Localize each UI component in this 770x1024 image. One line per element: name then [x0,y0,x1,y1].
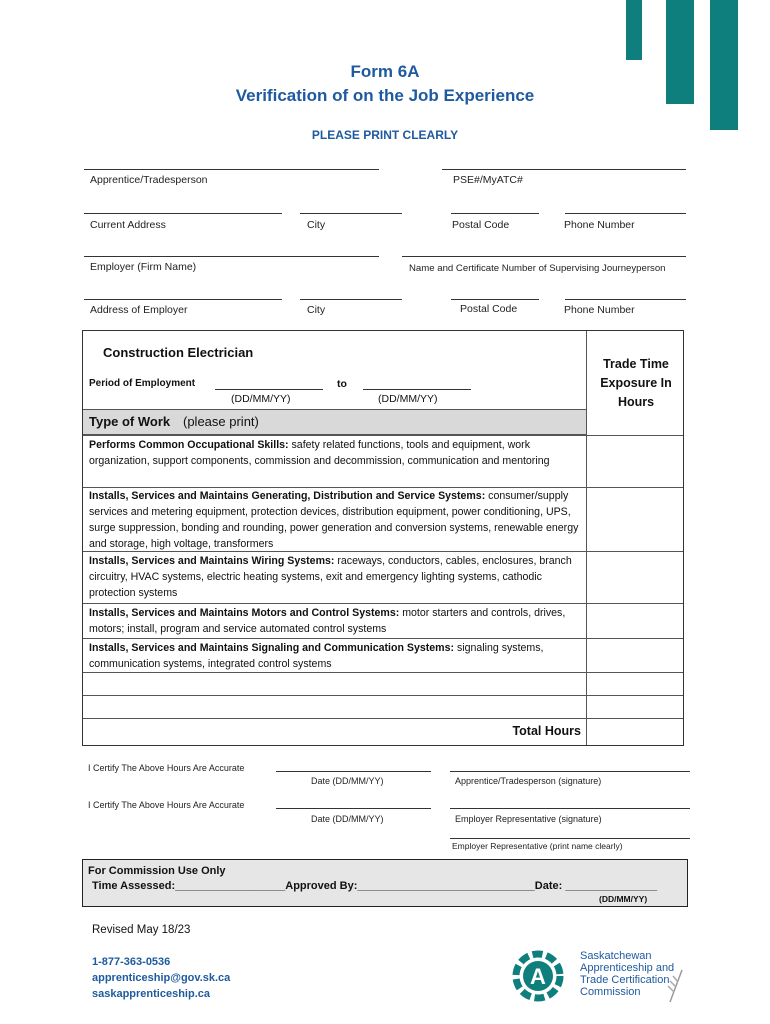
logo-mark-icon [506,948,568,1004]
supervisor-line[interactable] [402,256,686,257]
employer-address-label: Address of Employer [90,304,188,316]
blank-row[interactable] [83,695,683,718]
table-row [83,435,683,487]
form-title: Form 6A [350,62,420,81]
sk-logo [506,948,688,1006]
work-table [82,330,684,746]
total-row [83,718,683,745]
city2-line[interactable] [300,299,402,300]
apprentice-label: Apprentice/Tradesperson [90,174,208,186]
table-row [83,487,683,551]
pse-label: PSE#/MyATC# [453,174,523,186]
row-text [89,488,579,552]
commission-use-box [82,859,688,907]
period-start-line[interactable] [215,389,323,390]
hours-cell[interactable] [586,436,683,488]
certify-statement-employer: I Certify The Above Hours Are Accurate [88,800,245,810]
type-of-work-label: Type of Work [89,414,171,429]
row-description: signaling systems, communication systems, integrated control systems [89,642,544,670]
website-link[interactable]: saskapprenticeship.ca [92,988,211,1000]
phone1-label: Phone Number [564,219,635,231]
total-hours-cell[interactable] [586,719,683,746]
city1-label: City [307,219,326,231]
apprentice-line[interactable] [84,169,379,170]
period-end-format: (DD/MM/YY) [378,393,438,405]
trade-time-header: Trade Time Exposure In Hours [600,357,672,409]
table-row [83,638,683,672]
period-label: Period of Employment [89,378,196,389]
commission-date-format: (DD/MM/YY) [599,894,648,904]
logo-line-1: Saskatchewan [580,950,652,962]
row-heading: Performs Common Occupational Skills: [89,439,289,451]
phone1-line[interactable] [565,213,686,214]
revised-date: Revised May 18/23 [92,924,191,936]
certify-date2-line[interactable] [276,808,431,809]
commission-fields: Time Assessed:__________________Approved By:_____________________________Date: _______________ [92,880,658,892]
row-heading: Installs, Services and Maintains Wiring Systems: [89,555,335,567]
row-description: raceways, conductors, cables, enclosures, branch circuitry, HVAC systems, electric heating systems, exit and emergency lighting systems, cathodic protection systems [89,555,572,599]
wheat-icon [666,968,686,1002]
row-text [89,553,579,601]
postal2-label: Postal Code [460,303,518,315]
row-text [89,437,579,469]
phone-number: 1-877-363-0536 [92,956,171,968]
logo-line-4: Commission [580,986,641,998]
logo-letter: A [530,964,546,989]
city2-label: City [307,304,326,316]
logo-line-2: Apprenticeship and [580,962,675,974]
hours-cell[interactable] [586,639,683,673]
certify-statement-apprentice: I Certify The Above Hours Are Accurate [88,763,245,773]
please-print-label: (please print) [183,414,259,429]
row-description: motor starters and controls, drives, motors; install, program and service automated control systems [89,607,566,635]
type-of-work-header [83,409,586,435]
row-text [89,640,579,672]
employer-print-name-label: Employer Representative (print name clearly) [452,841,623,851]
employer-print-name-line[interactable] [450,838,690,839]
hours-cell[interactable] [586,604,683,639]
decor-bar-1 [626,0,642,60]
phone2-label: Phone Number [564,304,635,316]
employer-address-line[interactable] [84,299,282,300]
period-to-label: to [337,378,347,390]
trade-name: Construction Electrician [103,345,254,360]
certify-date1-line[interactable] [276,771,431,772]
city1-line[interactable] [300,213,402,214]
row-description: consumer/supply services and metering equipment, protection devices, distribution equipment, power conditioning, UPS, surge suppression, bonding and rounding, power generation and conversion systems, renewable energy and storage, high voltage, transformers [89,490,579,550]
hours-cell[interactable] [586,488,683,552]
print-instruction: PLEASE PRINT CLEARLY [311,128,459,142]
row-text [89,605,579,637]
employer-line[interactable] [84,256,379,257]
employer-signature-label: Employer Representative (signature) [455,814,602,824]
pse-line[interactable] [442,169,686,170]
row-description: safety related functions, tools and equipment, work organization, support components, commission and decommission, communication and mentoring [89,439,550,467]
certify-date1-label: Date (DD/MM/YY) [311,776,384,786]
postal2-line[interactable] [451,299,539,300]
current-address-label: Current Address [90,219,166,231]
certify-date2-label: Date (DD/MM/YY) [311,814,384,824]
table-row [83,603,683,638]
employer-label: Employer (Firm Name) [90,261,197,273]
table-row [83,551,683,603]
row-heading: Installs, Services and Maintains Signaling and Communication Systems: [89,642,454,654]
supervisor-label: Name and Certificate Number of Supervising Journeyperson [409,263,666,274]
employer-signature-line[interactable] [450,808,690,809]
form-subtitle: Verification of on the Job Experience [235,86,535,105]
current-address-line[interactable] [84,213,282,214]
apprentice-signature-line[interactable] [450,771,690,772]
hours-cell[interactable] [586,552,683,604]
email-link[interactable]: apprenticeship@gov.sk.ca [92,972,231,984]
period-end-line[interactable] [363,389,471,390]
postal1-line[interactable] [451,213,539,214]
period-start-format: (DD/MM/YY) [231,393,291,405]
row-heading: Installs, Services and Maintains Motors and Control Systems: [89,607,400,619]
row-heading: Installs, Services and Maintains Generating, Distribution and Service Systems: [89,490,486,502]
total-hours-label: Total Hours [512,724,581,738]
apprentice-signature-label: Apprentice/Tradesperson (signature) [455,776,602,786]
logo-line-3: Trade Certification [580,974,670,986]
postal1-label: Postal Code [452,219,510,231]
phone2-line[interactable] [565,299,686,300]
commission-heading: For Commission Use Only [88,865,226,877]
blank-row[interactable] [83,672,683,695]
